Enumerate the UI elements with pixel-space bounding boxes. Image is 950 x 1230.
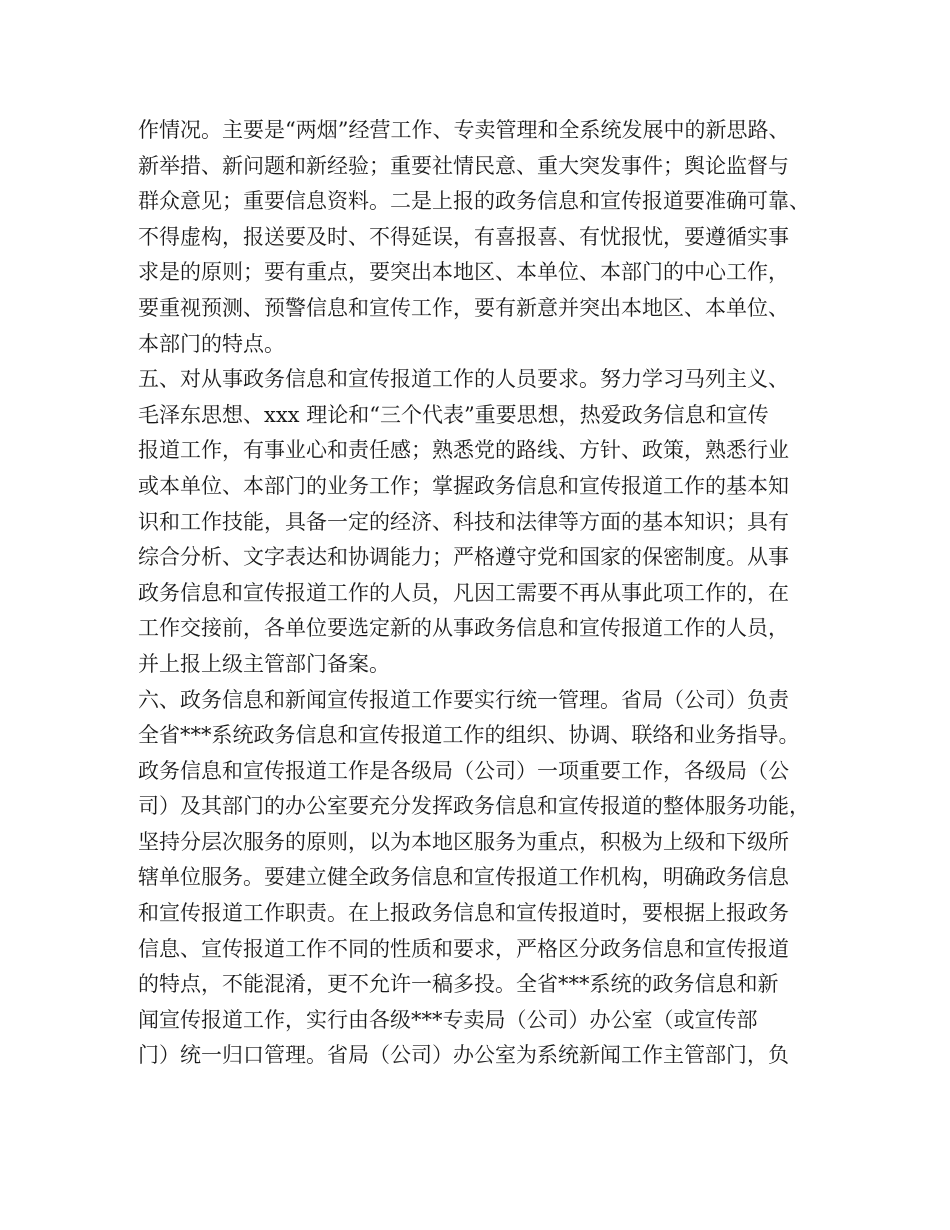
text-line: 司）及其部门的办公室要充分发挥政务信息和宣传报道的整体服务功能， [138,794,810,819]
text-line: 政务信息和宣传报道工作是各级局（公司）一项重要工作，各级局（公 [138,758,789,783]
text-line: 坚持分层次服务的原则，以为本地区服务为重点，积极为上级和下级所 [138,829,789,854]
text-line: 信息、宣传报道工作不同的性质和要求，严格区分政务信息和宣传报道 [138,936,789,961]
text-line: 报道工作，有事业心和责任感；熟悉党的路线、方针、政策，熟悉行业 [138,438,789,463]
text-line: 闻宣传报道工作，实行由各级***专卖局（公司）办公室（或宣传部 [138,1007,758,1032]
text-line: 要重视预测、预警信息和宣传工作，要有新意并突出本地区、本单位、 [138,295,789,320]
text-line: 识和工作技能，具备一定的经济、科技和法律等方面的基本知识；具有 [138,509,789,534]
section-six-heading-line: 六、政务信息和新闻宣传报道工作要实行统一管理。省局（公司）负责 [138,687,789,712]
text-line: 辖单位服务。要建立健全政务信息和宣传报道工作机构，明确政务信息 [138,865,789,890]
text-line: 工作交接前，各单位要选定新的从事政务信息和宣传报道工作的人员， [138,616,789,641]
text-line: 并上报上级主管部门备案。 [138,651,390,676]
section-five-heading-line: 五、对从事政务信息和宣传报道工作的人员要求。努力学习马列主义、 [138,367,789,392]
text-line: 不得虚构，报送要及时、不得延误，有喜报喜、有忧报忧，要遵循实事 [138,224,789,249]
text-line: 群众意见；重要信息资料。二是上报的政务信息和宣传报道要准确可靠、 [138,189,810,214]
document-body [138,113,838,1074]
text-line: 新举措、新问题和新经验；重要社情民意、重大突发事件；舆论监督与 [138,153,789,178]
text-line: 毛泽东思想、xxx 理论和“三个代表”重要思想，热爱政务信息和宣传 [138,402,769,427]
text-line: 政务信息和宣传报道工作的人员，凡因工需要不再从事此项工作的，在 [138,580,789,605]
text-line: 本部门的特点。 [138,331,285,356]
text-line: 或本单位、本部门的业务工作；掌握政务信息和宣传报道工作的基本知 [138,473,789,498]
text-line: 作情况。主要是“两烟”经营工作、专卖管理和全系统发展中的新思路、 [138,118,790,142]
text-line: 和宣传报道工作职责。在上报政务信息和宣传报道时，要根据上报政务 [138,901,789,926]
text-line: 综合分析、文字表达和协调能力；严格遵守党和国家的保密制度。从事 [138,545,789,570]
text-line: 求是的原则；要有重点，要突出本地区、本单位、本部门的中心工作， [138,260,789,285]
text-line: 的特点，不能混淆，更不允许一稿多投。全省***系统的政务信息和新 [138,972,779,997]
text-line: 门）统一归口管理。省局（公司）办公室为系统新闻工作主管部门，负 [138,1043,789,1068]
text-line: 全省***系统政务信息和宣传报道工作的组织、协调、联络和业务指导。 [138,723,800,748]
